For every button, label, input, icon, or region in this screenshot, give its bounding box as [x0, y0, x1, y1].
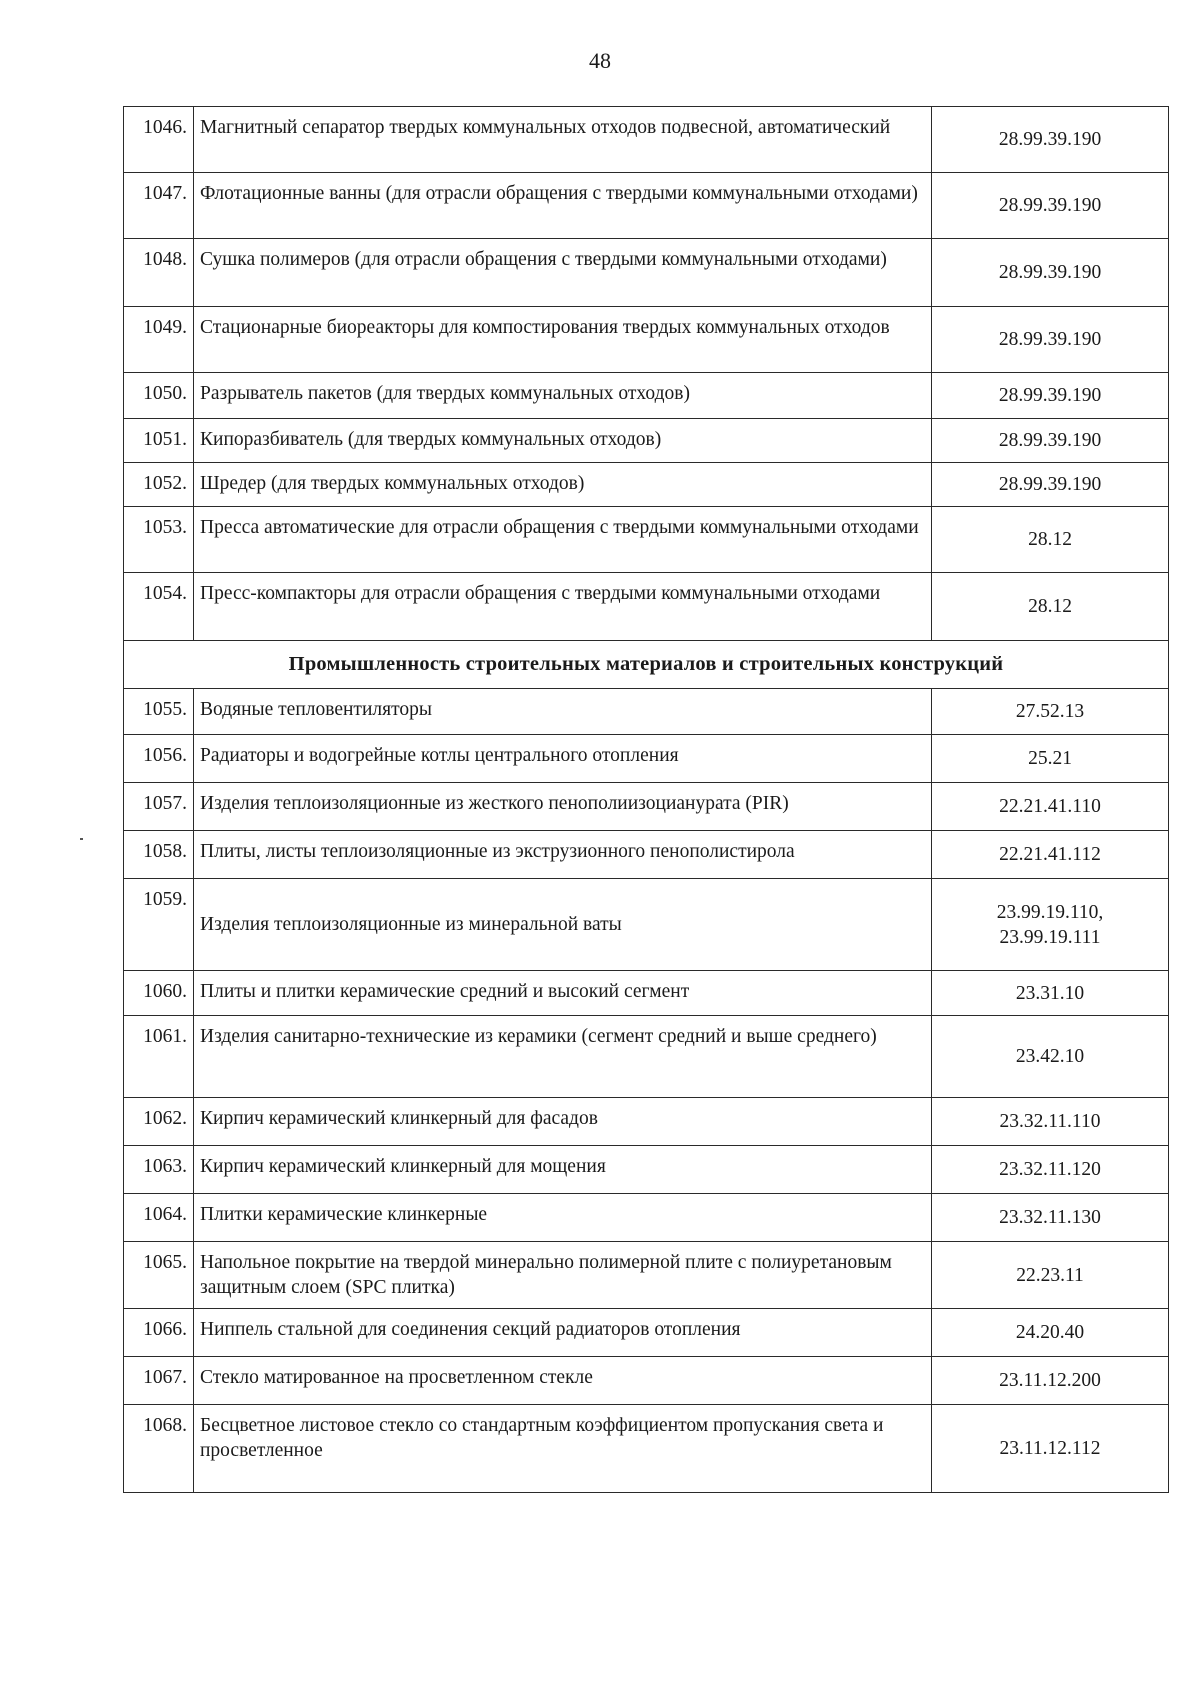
okpd-code-line: 23.99.19.111 — [999, 926, 1101, 948]
table-row — [124, 831, 1169, 879]
table-row — [124, 173, 1169, 239]
table-row — [124, 879, 1169, 971]
okpd-code: 25.21 — [932, 735, 1169, 783]
table-row — [124, 1098, 1169, 1146]
row-number: 1049. — [124, 307, 194, 373]
item-name: Кирпич керамический клинкерный для фасадов — [194, 1098, 932, 1146]
item-name: Ниппель стальной для соединения секций радиаторов отопления — [194, 1309, 932, 1357]
row-number: 1046. — [124, 107, 194, 173]
item-name: Плитки керамические клинкерные — [194, 1194, 932, 1242]
row-number: 1053. — [124, 507, 194, 573]
item-name: Водяные тепловентиляторы — [194, 689, 932, 735]
okpd-code: 28.99.39.190 — [932, 307, 1169, 373]
scan-artifact — [80, 838, 83, 840]
table-row — [124, 373, 1169, 419]
okpd-code: 23.32.11.130 — [932, 1194, 1169, 1242]
okpd-code: 24.20.40 — [932, 1309, 1169, 1357]
table-row — [124, 239, 1169, 307]
table-row — [124, 971, 1169, 1016]
row-number: 1056. — [124, 735, 194, 783]
okpd-code: 23.42.10 — [932, 1016, 1169, 1098]
table-row — [124, 689, 1169, 735]
row-number: 1060. — [124, 971, 194, 1016]
okpd-code: 23.31.10 — [932, 971, 1169, 1016]
table-row — [124, 307, 1169, 373]
table-row — [124, 735, 1169, 783]
row-number: 1068. — [124, 1405, 194, 1493]
item-name: Радиаторы и водогрейные котлы центрального отопления — [194, 735, 932, 783]
okpd-code: 28.99.39.190 — [932, 173, 1169, 239]
okpd-code: 28.12 — [932, 507, 1169, 573]
row-number: 1054. — [124, 573, 194, 641]
okpd-code: 23.32.11.110 — [932, 1098, 1169, 1146]
item-name: Напольное покрытие на твердой минерально полимерной плите с полиуретановым защитным слоем (SPC плитка) — [194, 1242, 932, 1309]
row-number: 1063. — [124, 1146, 194, 1194]
row-number: 1067. — [124, 1357, 194, 1405]
section-title: Промышленность строительных материалов и строительных конструкций — [124, 641, 1169, 689]
table-row — [124, 783, 1169, 831]
item-name: Сушка полимеров (для отрасли обращения с твердыми коммунальными отходами) — [194, 239, 932, 307]
row-number: 1062. — [124, 1098, 194, 1146]
okpd-code: 28.99.39.190 — [932, 239, 1169, 307]
okpd-code: 28.99.39.190 — [932, 463, 1169, 507]
table-row — [124, 1357, 1169, 1405]
okpd-code: 28.99.39.190 — [932, 373, 1169, 419]
row-number: 1047. — [124, 173, 194, 239]
table-row — [124, 463, 1169, 507]
item-name: Стационарные биореакторы для компостирования твердых коммунальных отходов — [194, 307, 932, 373]
okpd-code — [932, 879, 1169, 971]
okpd-code: 22.23.11 — [932, 1242, 1169, 1309]
table-row — [124, 419, 1169, 463]
okpd-code: 23.11.12.200 — [932, 1357, 1169, 1405]
page-number: 48 — [589, 48, 611, 73]
row-number: 1057. — [124, 783, 194, 831]
okpd-code: 22.21.41.112 — [932, 831, 1169, 879]
row-number: 1061. — [124, 1016, 194, 1098]
okpd-code: 23.11.12.112 — [932, 1405, 1169, 1493]
item-name: Кипоразбиватель (для твердых коммунальных отходов) — [194, 419, 932, 463]
item-name: Пресса автоматические для отрасли обращения с твердыми коммунальными отходами — [194, 507, 932, 573]
table-row — [124, 507, 1169, 573]
okpd-code: 27.52.13 — [932, 689, 1169, 735]
okpd-code: 28.99.39.190 — [932, 419, 1169, 463]
item-name: Разрыватель пакетов (для твердых коммунальных отходов) — [194, 373, 932, 419]
item-name: Пресс-компакторы для отрасли обращения с твердыми коммунальными отходами — [194, 573, 932, 641]
item-name: Плиты, листы теплоизоляционные из экструзионного пенополистирола — [194, 831, 932, 879]
row-number: 1048. — [124, 239, 194, 307]
item-name: Изделия санитарно-технические из керамики (сегмент средний и выше среднего) — [194, 1016, 932, 1098]
okpd-code: 23.32.11.120 — [932, 1146, 1169, 1194]
item-name: Плиты и плитки керамические средний и высокий сегмент — [194, 971, 932, 1016]
row-number: 1059. — [124, 879, 194, 971]
table-row — [124, 1194, 1169, 1242]
item-name: Изделия теплоизоляционные из жесткого пенополиизоцианурата (PIR) — [194, 783, 932, 831]
table-row — [124, 1016, 1169, 1098]
row-number: 1065. — [124, 1242, 194, 1309]
item-name: Кирпич керамический клинкерный для мощения — [194, 1146, 932, 1194]
row-number: 1050. — [124, 373, 194, 419]
okpd-code: 22.21.41.110 — [932, 783, 1169, 831]
okpd-code: 28.12 — [932, 573, 1169, 641]
row-number: 1055. — [124, 689, 194, 735]
item-name: Флотационные ванны (для отрасли обращения с твердыми коммунальными отходами) — [194, 173, 932, 239]
item-name: Магнитный сепаратор твердых коммунальных отходов подвесной, автоматический — [194, 107, 932, 173]
item-name: Изделия теплоизоляционные из минеральной ваты — [194, 879, 932, 971]
item-name: Шредер (для твердых коммунальных отходов) — [194, 463, 932, 507]
table-row — [124, 107, 1169, 173]
row-number: 1058. — [124, 831, 194, 879]
table-row — [124, 1309, 1169, 1357]
section-row — [124, 641, 1169, 689]
okpd-code: 28.99.39.190 — [932, 107, 1169, 173]
table-row — [124, 1405, 1169, 1493]
row-number: 1064. — [124, 1194, 194, 1242]
table-row — [124, 1146, 1169, 1194]
table-row — [124, 573, 1169, 641]
okpd-code-line: 23.99.19.110, — [996, 901, 1104, 923]
row-number: 1052. — [124, 463, 194, 507]
table-row — [124, 1242, 1169, 1309]
equipment-table — [123, 106, 1168, 1493]
row-number: 1051. — [124, 419, 194, 463]
row-number: 1066. — [124, 1309, 194, 1357]
item-name: Стекло матированное на просветленном стекле — [194, 1357, 932, 1405]
item-name: Бесцветное листовое стекло со стандартным коэффициентом пропускания света и просветленное — [194, 1405, 932, 1493]
